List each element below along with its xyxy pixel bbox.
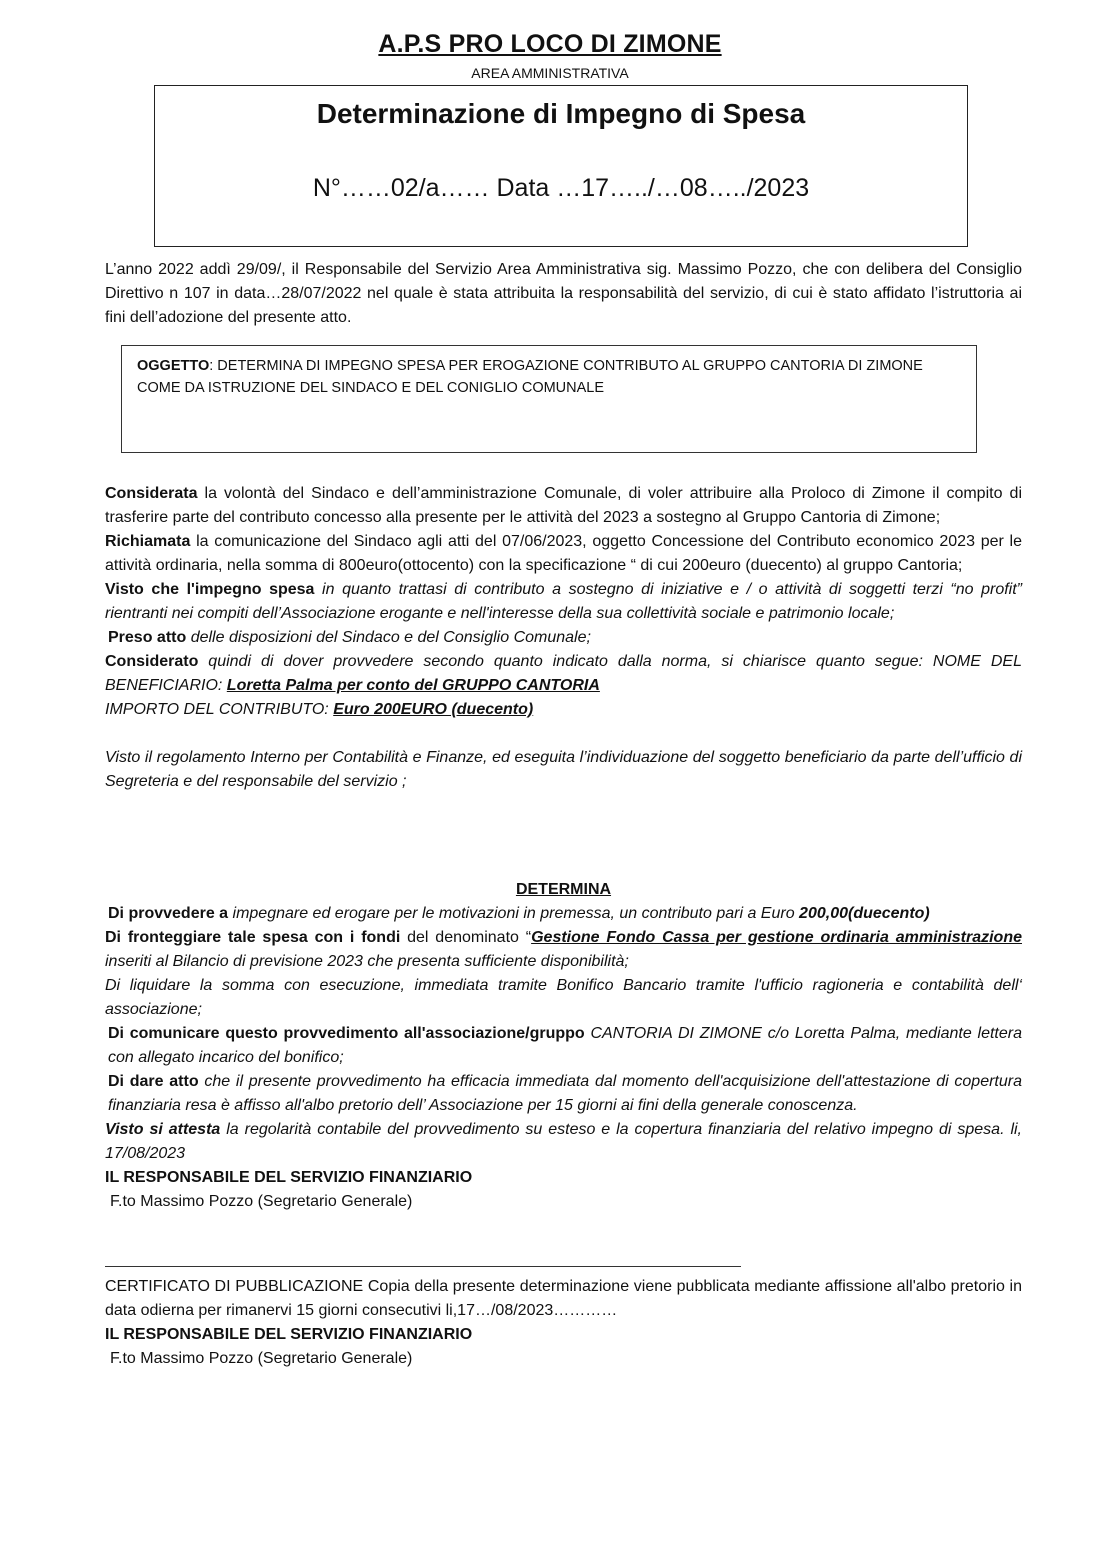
dare-atto-text: che il presente provvedimento ha efficacia immediata dal momento dell'acquisizione dell'attestazione di copertura finanziaria resa è affisso all'albo pretorio dell’ Associazione per 15 giorni ai fini della generale conoscenza. <box>108 1073 1022 1114</box>
richiamata-label: Richiamata <box>105 533 191 550</box>
preso-atto-label: Preso atto <box>108 629 187 646</box>
importo-label: IMPORTO DEL CONTRIBUTO: <box>105 701 334 718</box>
determina-heading: DETERMINA <box>515 881 612 898</box>
provvedere-amount: 200,00(duecento) <box>799 905 930 922</box>
organization-title: A.P.S PRO LOCO DI ZIMONE <box>378 30 722 58</box>
subject-box <box>121 345 977 453</box>
fronteggiare-fund: Gestione Fondo Cassa per gestione ordinaria amministrazione <box>531 929 1022 946</box>
subject-label: OGGETTO <box>137 358 210 374</box>
importo-paragraph <box>105 698 1022 722</box>
richiamata-text: la comunicazione del Sindaco agli atti del 07/06/2023, oggetto Concessione del Contributo economico 2023 per le attività ordinaria, nella somma di 800euro(ottocento) con la specificazione “ di cui 200euro (duecento) al gruppo Cantoria; <box>105 533 1022 574</box>
regolamento-text: Visto il regolamento Interno per Contabilità e Finanze, ed eseguita l’individuazione del soggetto beneficiario da parte dell’ufficio di Segreteria e del responsabile del servizio ; <box>105 749 1022 790</box>
certificate-signer-title: IL RESPONSABILE DEL SERVIZIO FINANZIARIO <box>105 1326 473 1343</box>
considerato-text: quindi di dover provvedere secondo quanto indicato dalla norma, si chiarisce quanto segue: NOME DEL BENEFICIARIO: <box>105 653 1022 694</box>
certificate-signer-name: F.to Massimo Pozzo (Segretario Generale) <box>110 1350 413 1367</box>
subject-text: : DETERMINA DI IMPEGNO SPESA PER EROGAZIONE CONTRIBUTO AL GRUPPO CANTORIA DI ZIMONE COME DA ISTRUZIONE DEL SINDACO E DEL CONIGLIO COMUNALE <box>137 358 923 396</box>
visto-attesta-label: Visto si attesta <box>105 1121 221 1138</box>
provvedere-paragraph <box>105 902 1055 926</box>
dare-atto-paragraph <box>105 1070 1022 1118</box>
determina-section <box>105 878 1055 1214</box>
fronteggiare-paragraph <box>105 926 1022 974</box>
fronteggiare-text: del denominato “ <box>400 929 532 946</box>
provvedere-text: impegnare ed erogare per le motivazioni in premessa, un contributo pari a Euro <box>228 905 800 922</box>
preso-atto-paragraph <box>105 626 1022 650</box>
determination-number-date: N°……02/a…… Data …17…../…08…../2023 <box>312 174 810 202</box>
considerata-text: la volontà del Sindaco e dell’amministrazione Comunale, di voler attribuire alla Proloco di Zimone il compito di trasferire parte del contributo concesso alla presente per le attività del 2023 a sostegno al Gruppo Cantoria di Zimone; <box>105 485 1022 526</box>
visto-attesta-text: la regolarità contabile del provvedimento su esteso e la copertura finanziaria del relativo impegno di spesa. li, 17/08/2023 <box>105 1121 1022 1162</box>
visto-impegno-paragraph <box>105 578 1022 626</box>
regolamento-paragraph <box>105 746 1022 794</box>
section-divider <box>105 1266 741 1267</box>
premises-section <box>105 482 1022 794</box>
signer-title: IL RESPONSABILE DEL SERVIZIO FINANZIARIO <box>105 1169 473 1186</box>
intro-paragraph <box>105 258 1022 330</box>
dare-atto-label: Di dare atto <box>108 1073 199 1090</box>
beneficiary-name: Loretta Palma per conto del GRUPPO CANTORIA <box>226 677 600 694</box>
considerata-label: Considerata <box>105 485 198 502</box>
liquidare-paragraph <box>105 974 1022 1022</box>
determination-title: Determinazione di Impegno di Spesa <box>316 98 806 129</box>
comunicare-paragraph <box>105 1022 1022 1070</box>
comunicare-text: CANTORIA DI ZIMONE c/o Loretta Palma, mediante lettera con allegato incarico del bonifico; <box>108 1025 1022 1066</box>
intro-text: L’anno 2022 addì 29/09/, il Responsabile del Servizio Area Amministrativa sig. Massimo Pozzo, che con delibera del Consiglio Direttivo n 107 in data…28/07/2022 nel quale è stata attribuita la responsabilità del servizio, di cui è stato affidato l’istruttoria ai fini dell’adozione del presente atto. <box>105 261 1022 326</box>
fronteggiare-tail: inseriti al Bilancio di previsione 2023 che presenta sufficiente disponibilità; <box>105 953 629 970</box>
certificate-text: CERTIFICATO DI PUBBLICAZIONE Copia della presente determinazione viene pubblicata mediante affissione all'albo pretorio in data odierna per rimanervi 15 giorni consecutivi li,17…/08/2023………… <box>105 1278 1022 1319</box>
considerata-paragraph <box>105 482 1022 530</box>
provvedere-label: Di provvedere a <box>108 905 229 922</box>
considerato-paragraph <box>105 650 1022 698</box>
visto-impegno-label: Visto che l'impegno spesa <box>105 581 315 598</box>
preso-atto-text: delle disposizioni del Sindaco e del Consiglio Comunale; <box>186 629 591 646</box>
importo-value: Euro 200EURO (duecento) <box>333 701 534 718</box>
liquidare-text: Di liquidare la somma con esecuzione, immediata tramite Bonifico Bancario tramite l'ufficio ragioneria e contabilità dell‘ associazione; <box>105 977 1022 1018</box>
visto-attesta-paragraph <box>105 1118 1022 1166</box>
comunicare-label: Di comunicare questo provvedimento all'associazione/gruppo <box>108 1025 585 1042</box>
determination-header-box <box>154 85 968 247</box>
considerato-label: Considerato <box>105 653 199 670</box>
fronteggiare-label: Di fronteggiare tale spesa con i fondi <box>105 929 401 946</box>
signer-name: F.to Massimo Pozzo (Segretario Generale) <box>110 1193 413 1210</box>
visto-impegno-text: in quanto trattasi di contributo a sostegno di iniziative e / o attività di soggetti terzi “no profit” rientranti nei compiti dell’Associazione erogante e nell'interesse della sua collettività sociale e patrimonio locale; <box>105 581 1023 622</box>
richiamata-paragraph <box>105 530 1022 578</box>
publication-certificate <box>105 1275 1022 1371</box>
organization-area: AREA AMMINISTRATIVA <box>471 65 629 81</box>
